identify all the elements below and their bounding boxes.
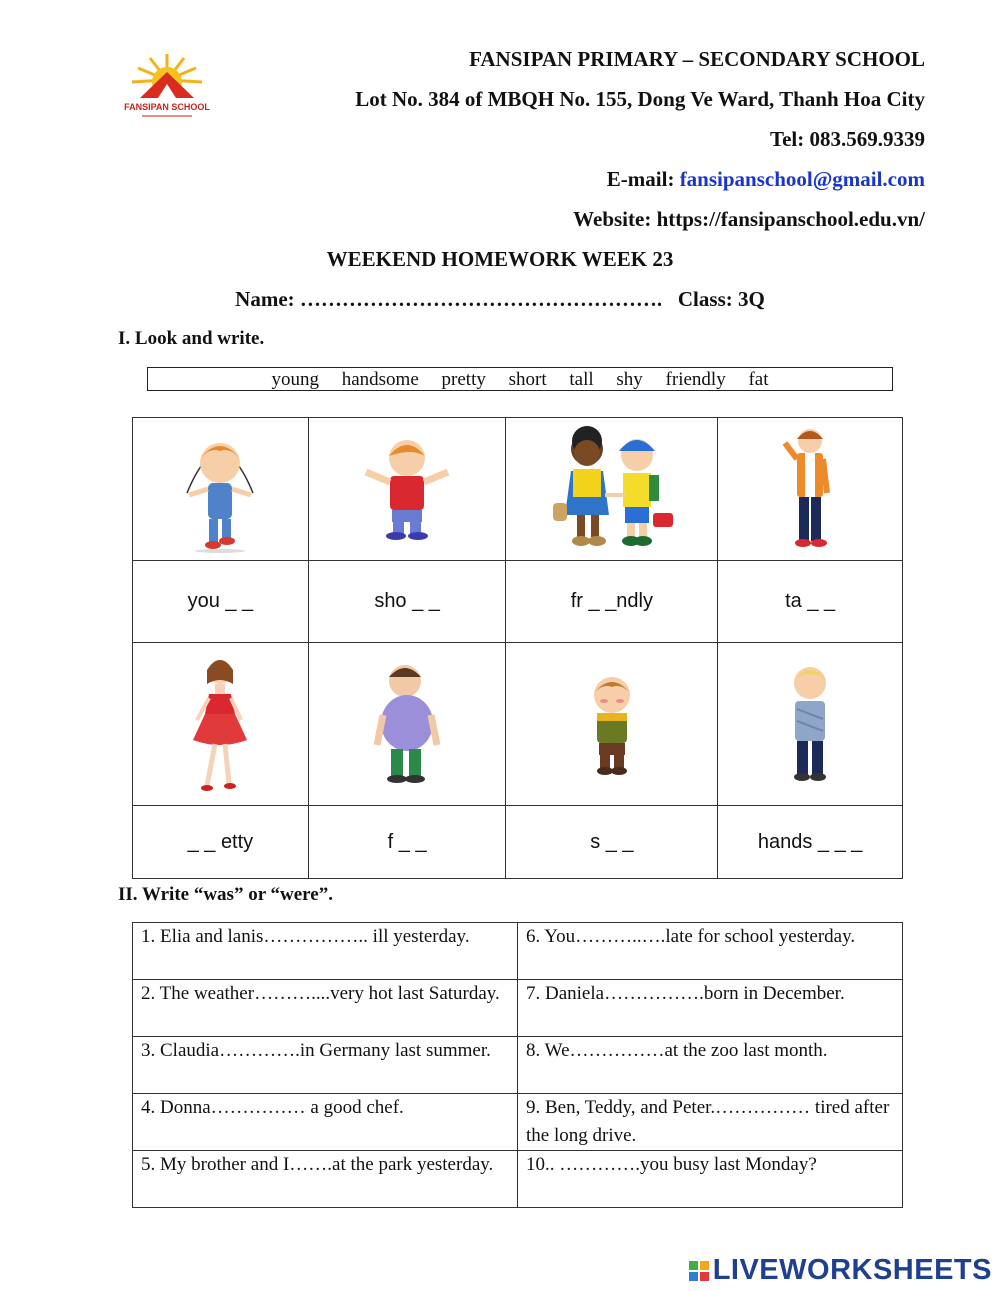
section1-heading: I. Look and write. [118,328,265,349]
liveworksheets-brand-text: LIVEWORKSHEETS [712,1254,992,1286]
word-short: short [508,369,547,390]
table-row [133,1094,903,1151]
word-bank [147,367,893,391]
blank-word-7[interactable]: s _ _ [506,806,718,879]
handsome-boy-picture [775,659,845,789]
section2-heading: II. Write “was” or “were”. [118,884,333,905]
blank-word-5[interactable]: _ _ etty [133,806,309,879]
picture-cell [718,418,903,561]
name-class-line: Name: ……………………………………………. Class: 3Q [235,287,765,311]
exercise-item-8[interactable]: 8. We……………at the zoo last month. [518,1037,903,1094]
school-tel: Tel: 083.569.9339 [770,127,925,151]
pretty-girl-picture [185,654,255,794]
word-friendly: friendly [665,369,726,390]
blank-word-8[interactable]: hands _ _ _ [718,806,903,879]
exercise-item-7[interactable]: 7. Daniela…………….born in December. [518,980,903,1037]
picture-table [132,417,903,879]
boy-jumping-rope-picture [175,423,265,555]
shy-boy-picture [577,669,647,779]
table-row [133,1151,903,1208]
table-row [133,980,903,1037]
blank-word-1[interactable]: you _ _ [133,561,309,643]
email-label: E-mail: [606,167,680,191]
school-name: FANSIPAN PRIMARY – SECONDARY SCHOOL [469,47,925,71]
school-website[interactable]: Website: https://fansipanschool.edu.vn/ [573,207,925,231]
short-boy-picture [362,434,452,544]
email-link[interactable]: fansipanschool@gmail.com [679,167,925,191]
exercise-item-6[interactable]: 6. You………..….late for school yesterday. [518,923,903,980]
school-email [607,167,925,192]
friends-picture [547,425,677,553]
blank-word-3[interactable]: fr _ _ndly [506,561,718,643]
school-address: Lot No. 384 of MBQH No. 155, Dong Ve Ward, Thanh Hoa City [355,87,925,111]
exercise-table [132,922,903,1208]
word-handsome: handsome [341,369,419,390]
liveworksheets-mark-icon [689,1261,709,1281]
exercise-item-4[interactable]: 4. Donna…………… a good chef. [133,1094,518,1151]
picture-cell [133,418,309,561]
word-shy: shy [616,369,643,390]
word-tall: tall [569,369,594,390]
logo-text: FANSIPAN SCHOOL [124,102,210,112]
picture-cell [133,643,309,806]
picture-cell [506,418,718,561]
blank-word-2[interactable]: sho _ _ [308,561,506,643]
picture-cell [308,643,506,806]
fat-boy-picture [367,659,447,789]
exercise-item-2[interactable]: 2. The weather………....very hot last Saturday. [133,980,518,1037]
exercise-item-1[interactable]: 1. Elia and lanis…………….. ill yesterday. [133,923,518,980]
exercise-item-9[interactable]: 9. Ben, Teddy, and Peter.…………… tired after the long drive. [518,1094,903,1151]
blank-word-4[interactable]: ta _ _ [718,561,903,643]
school-logo [120,50,215,122]
exercise-item-3[interactable]: 3. Claudia………….in Germany last summer. [133,1037,518,1094]
picture-cell [308,418,506,561]
picture-cell [506,643,718,806]
word-fat: fat [748,369,769,390]
picture-cell [718,643,903,806]
page-title: WEEKEND HOMEWORK WEEK 23 [326,247,674,271]
exercise-item-10[interactable]: 10.. ………….you busy last Monday? [518,1151,903,1208]
liveworksheets-logo[interactable] [689,1254,992,1287]
tall-boy-picture [775,425,845,553]
table-row [133,923,903,980]
word-young: young [271,369,319,390]
word-pretty: pretty [441,369,486,390]
exercise-item-5[interactable]: 5. My brother and I…….at the park yesterday. [133,1151,518,1208]
blank-word-6[interactable]: f _ _ [308,806,506,879]
table-row [133,1037,903,1094]
